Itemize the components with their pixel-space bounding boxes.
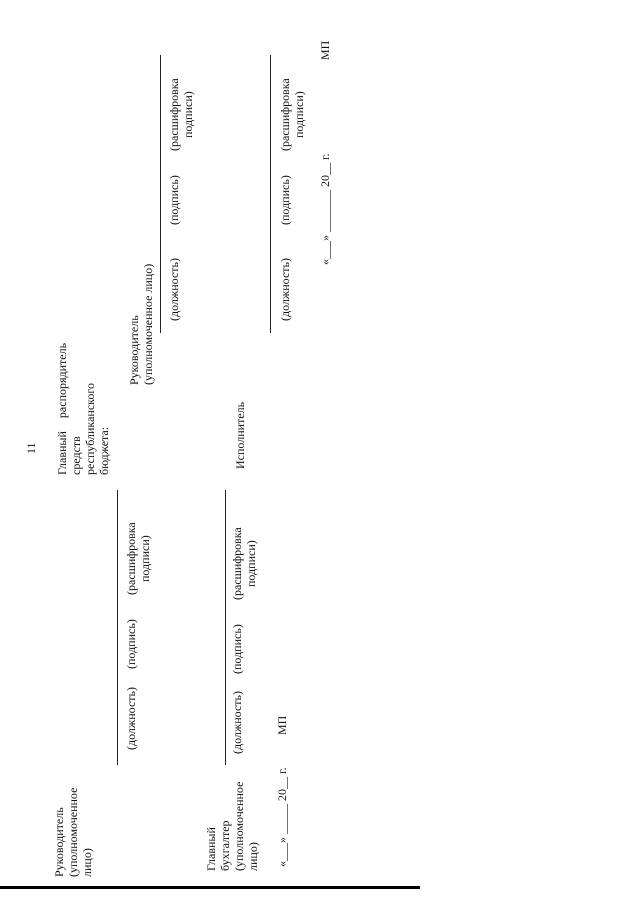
right-head-title-line2: (уполномоченное лицо) [141,263,155,385]
right-distributor-line1: Главный распорядитель [55,342,69,475]
left-accountant-title-line2: бухгалтер [218,820,232,871]
page-number: 11 [24,442,38,454]
left-head-caption-position: (должность) [124,687,138,750]
right-distributor-line4: бюджета: [97,426,111,475]
right-executor-signature-line [270,55,271,333]
right-distributor-line3: республиканского [83,383,97,475]
left-accountant-caption-decode [230,527,258,600]
left-head-title-line1: Руководитель [52,807,66,877]
right-head-signature-line [160,55,161,333]
left-date: «___» _____ 20__ г. [275,767,289,867]
left-accountant-caption-decode-line2: подписи) [244,540,258,588]
right-executor-title: Исполнитель [233,401,247,469]
right-head-caption-decode-line1: (расшифровка [167,78,181,151]
right-executor-caption-decode [278,78,306,151]
left-accountant-title-line4: лицо) [246,842,260,871]
right-head-caption-decode [167,78,195,151]
left-accountant-caption-position: (должность) [230,691,244,754]
right-head-caption-position: (должность) [167,258,181,321]
right-head-caption-signature: (подпись) [167,175,181,225]
left-accountant-caption-signature: (подпись) [230,624,244,674]
left-accountant-signature-line [225,490,226,765]
left-head-title [52,788,94,877]
left-accountant-caption-decode-line1: (расшифровка [230,527,244,600]
left-head-caption-decode-line1: (расшифровка [124,522,138,595]
left-head-caption-decode [124,522,152,595]
left-stamp: МП [275,715,289,735]
left-head-caption-decode-line2: подписи) [138,535,152,583]
left-head-caption-signature: (подпись) [124,619,138,669]
right-head-title [127,264,155,385]
left-head-title-line2: (уполномоченное [66,787,80,877]
left-head-title-line3: лицо) [80,848,94,877]
right-executor-caption-position: (должность) [278,258,292,321]
right-stamp: МП [318,40,332,60]
left-accountant-title-line3: (уполномоченное [232,781,246,871]
right-executor-caption-signature: (подпись) [278,175,292,225]
left-head-signature-line [117,490,118,765]
right-head-title-line1: Руководитель [127,315,141,385]
right-distributor-line2: средств [69,436,83,475]
right-executor-caption-decode-line1: (расшифровка [278,78,292,151]
right-date: «___» _______ 20__ г. [318,153,332,265]
left-accountant-title-line1: Главный [204,827,218,871]
right-executor-caption-decode-line2: подписи) [292,91,306,139]
right-distributor-title [55,343,111,475]
left-accountant-title [204,782,260,871]
right-head-caption-decode-line2: подписи) [181,91,195,139]
scan-edge-line [0,886,420,889]
